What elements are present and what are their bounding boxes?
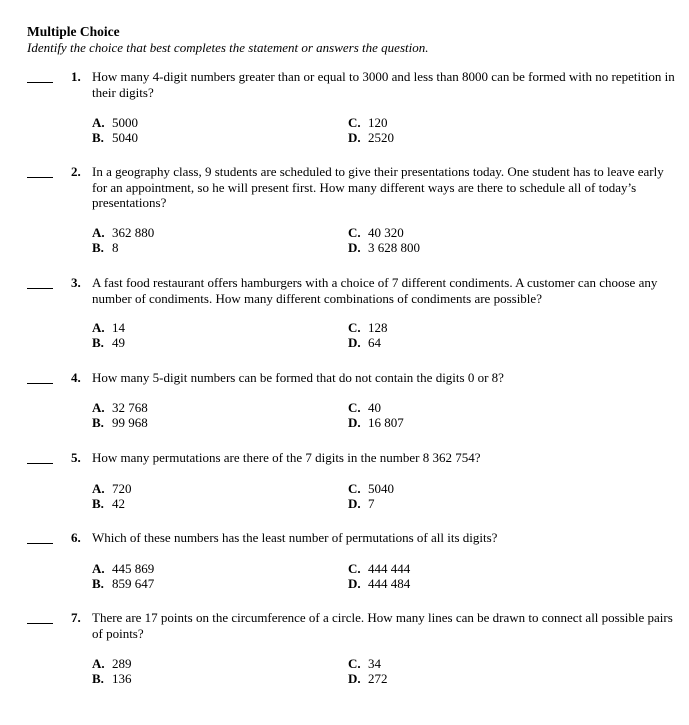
choice-c: C. 40 320 xyxy=(348,225,404,240)
choice-c: C. 34 xyxy=(348,656,381,671)
answer-blank[interactable] xyxy=(27,82,53,83)
choice-b: B. 5040 xyxy=(92,130,138,145)
question-number: 4. xyxy=(71,370,81,385)
section-title: Multiple Choice xyxy=(27,24,120,39)
question-number: 3. xyxy=(71,275,81,290)
question-text: How many 5-digit numbers can be formed that do not contain the digits 0 or 8? xyxy=(92,370,504,385)
choice-a: A. 289 xyxy=(92,656,132,671)
answer-blank[interactable] xyxy=(27,543,53,544)
answer-blank[interactable] xyxy=(27,288,53,289)
choice-a: A. 362 880 xyxy=(92,225,155,240)
question-text: How many permutations are there of the 7 digits in the number 8 362 754? xyxy=(92,450,481,465)
section-instructions: Identify the choice that best completes the statement or answers the question. xyxy=(27,40,429,55)
choice-b: B. 136 xyxy=(92,671,132,686)
question-text: In a geography class, 9 students are scheduled to give their presentations today. One student has to leave early for an appointment, so he will present first. How many different ways are there to schedule all of today’s presentations? xyxy=(92,164,664,210)
choice-d: D. 16 807 xyxy=(348,415,404,430)
choice-b: B. 49 xyxy=(92,335,125,350)
answer-blank[interactable] xyxy=(27,177,53,178)
choice-a: A. 720 xyxy=(92,481,132,496)
choice-d: D. 272 xyxy=(348,671,388,686)
choice-c: C. 444 444 xyxy=(348,561,411,576)
choice-d: D. 2520 xyxy=(348,130,394,145)
answer-blank[interactable] xyxy=(27,463,53,464)
choice-b: B. 859 647 xyxy=(92,576,155,591)
choice-b: B. 8 xyxy=(92,240,119,255)
choice-a: A. 14 xyxy=(92,320,125,335)
choice-d: D. 3 628 800 xyxy=(348,240,420,255)
choice-b: B. 99 968 xyxy=(92,415,148,430)
choice-b: B. 42 xyxy=(92,496,125,511)
answer-blank[interactable] xyxy=(27,623,53,624)
question-text: There are 17 points on the circumference of a circle. How many lines can be drawn to connect all possible pairs of points? xyxy=(92,610,673,641)
choice-d: D. 7 xyxy=(348,496,375,511)
question-text: A fast food restaurant offers hamburgers with a choice of 7 different condiments. A customer can choose any number of condiments. How many different combinations of condiments are possible? xyxy=(92,275,658,306)
choice-c: C. 120 xyxy=(348,115,388,130)
answer-blank[interactable] xyxy=(27,383,53,384)
question-number: 1. xyxy=(71,69,81,84)
question-number: 2. xyxy=(71,164,81,179)
choice-c: C. 128 xyxy=(348,320,388,335)
question-number: 6. xyxy=(71,530,81,545)
choice-d: D. 64 xyxy=(348,335,381,350)
choice-c: C. 40 xyxy=(348,400,381,415)
choice-c: C. 5040 xyxy=(348,481,394,496)
question-text: Which of these numbers has the least number of permutations of all its digits? xyxy=(92,530,498,545)
section-header xyxy=(27,24,428,56)
choice-a: A. 32 768 xyxy=(92,400,148,415)
question-number: 5. xyxy=(71,450,81,465)
choice-d: D. 444 484 xyxy=(348,576,411,591)
choice-a: A. 445 869 xyxy=(92,561,155,576)
question-text: How many 4-digit numbers greater than or equal to 3000 and less than 8000 can be formed with no repetition in their digits? xyxy=(92,69,675,100)
question-number: 7. xyxy=(71,610,81,625)
choice-a: A. 5000 xyxy=(92,115,138,130)
